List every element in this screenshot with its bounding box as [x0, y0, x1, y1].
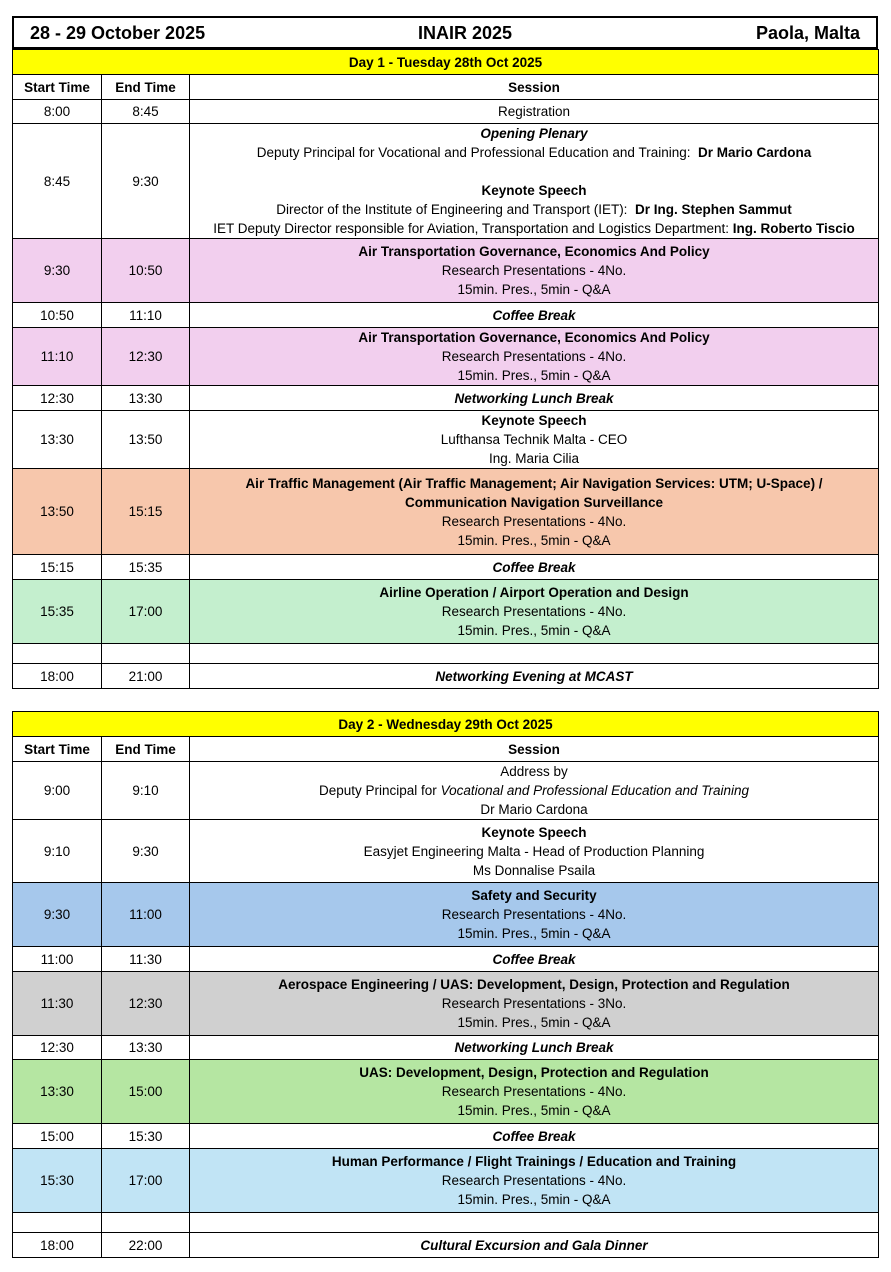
session-header: Session — [190, 737, 879, 762]
speaker-role: Deputy Principal for — [318, 783, 437, 798]
end-time: 15:15 — [102, 469, 190, 555]
session-title: Air Transportation Governance, Economics And Policy — [358, 330, 710, 345]
end-time: 21:00 — [102, 664, 190, 689]
column-header-row — [13, 75, 879, 100]
session-header: Session — [190, 75, 879, 100]
session-detail: Ms Donnalise Psaila — [472, 862, 596, 878]
end-time: 15:00 — [102, 1060, 190, 1124]
session-cell: Networking Evening at MCAST — [190, 664, 879, 689]
start-time: 15:35 — [13, 580, 102, 644]
session-cell: Networking Lunch Break — [190, 1036, 879, 1060]
session-cell — [190, 644, 879, 664]
table-row — [13, 820, 879, 883]
start-time: 15:00 — [13, 1124, 102, 1149]
start-time: 9:30 — [13, 883, 102, 947]
session-title: Keynote Speech — [481, 183, 587, 198]
session-cell — [190, 124, 879, 239]
session-cell — [190, 469, 879, 555]
speaker-line — [190, 200, 878, 219]
end-time — [102, 1213, 190, 1233]
speaker-role-detail: Vocational and Professional Education and Training — [440, 783, 750, 798]
end-time: 12:30 — [102, 328, 190, 386]
start-time: 11:30 — [13, 972, 102, 1036]
speaker-role: Director of the Institute of Engineering and Transport (IET): — [276, 202, 628, 217]
table-row — [13, 1124, 879, 1149]
end-time: 11:00 — [102, 883, 190, 947]
table-row — [13, 947, 879, 972]
table-row — [13, 411, 879, 469]
end-time: 17:00 — [102, 1149, 190, 1213]
session-cell: Coffee Break — [190, 303, 879, 328]
session-title: Communication Navigation Surveillance — [404, 494, 664, 510]
session-title: Opening Plenary — [480, 126, 588, 141]
end-time: 13:50 — [102, 411, 190, 469]
start-time: 9:10 — [13, 820, 102, 883]
end-time: 13:30 — [102, 1036, 190, 1060]
session-title: Keynote Speech — [481, 824, 587, 840]
session-cell: Networking Lunch Break — [190, 386, 879, 411]
table-row — [13, 100, 879, 124]
speaker-line — [190, 143, 878, 162]
table-row — [13, 239, 879, 303]
table-row — [13, 1036, 879, 1060]
start-time: 9:00 — [13, 762, 102, 820]
end-time: 9:30 — [102, 820, 190, 883]
end-time-header: End Time — [102, 737, 190, 762]
table-row — [13, 1213, 879, 1233]
start-time: 12:30 — [13, 1036, 102, 1060]
start-time: 8:00 — [13, 100, 102, 124]
table-row — [13, 1060, 879, 1124]
schedule-header — [12, 16, 878, 49]
session-cell — [190, 883, 879, 947]
session-detail: Research Presentations - 4No. — [441, 604, 627, 619]
end-time — [102, 644, 190, 664]
end-time-header: End Time — [102, 75, 190, 100]
session-detail: 15min. Pres., 5min - Q&A — [457, 532, 611, 548]
end-time: 13:30 — [102, 386, 190, 411]
end-time: 9:10 — [102, 762, 190, 820]
session-cell — [190, 239, 879, 303]
table-row — [13, 972, 879, 1036]
session-cell — [190, 1149, 879, 1213]
table-row — [13, 883, 879, 947]
day2-title: Day 2 - Wednesday 29th Oct 2025 — [13, 712, 879, 737]
session-title: Human Performance / Flight Trainings / Education and Training — [331, 1154, 737, 1169]
session-cell — [190, 580, 879, 644]
start-time: 12:30 — [13, 386, 102, 411]
session-cell: Coffee Break — [190, 947, 879, 972]
session-cell — [190, 972, 879, 1036]
start-time: 10:50 — [13, 303, 102, 328]
table-row — [13, 469, 879, 555]
session-cell: Coffee Break — [190, 1124, 879, 1149]
table-row — [13, 303, 879, 328]
session-title: Address by — [500, 764, 568, 779]
session-detail: Ing. Maria Cilia — [488, 451, 580, 466]
end-time: 15:30 — [102, 1124, 190, 1149]
start-time-header: Start Time — [13, 737, 102, 762]
session-detail: Easyjet Engineering Malta - Head of Production Planning — [363, 843, 705, 859]
session-title: Safety and Security — [471, 888, 597, 903]
start-time: 15:30 — [13, 1149, 102, 1213]
start-time — [13, 1213, 102, 1233]
end-time: 9:30 — [102, 124, 190, 239]
table-row — [13, 1149, 879, 1213]
end-time: 10:50 — [102, 239, 190, 303]
session-detail: Research Presentations - 4No. — [441, 349, 627, 364]
session-cell: Coffee Break — [190, 555, 879, 580]
start-time — [13, 644, 102, 664]
start-time: 18:00 — [13, 664, 102, 689]
table-row — [13, 328, 879, 386]
speaker-role: IET Deputy Director responsible for Aviation, Transportation and Logistics Department: — [213, 221, 729, 236]
day1-title: Day 1 - Tuesday 28th Oct 2025 — [13, 50, 879, 75]
session-cell — [190, 100, 879, 124]
session-title: Keynote Speech — [481, 413, 587, 428]
session-detail: 15min. Pres., 5min - Q&A — [457, 926, 611, 941]
table-row — [13, 555, 879, 580]
table-row — [13, 1233, 879, 1258]
session-detail: 15min. Pres., 5min - Q&A — [457, 1192, 611, 1207]
session-title: Air Transportation Governance, Economics And Policy — [358, 244, 710, 259]
table-row — [13, 762, 879, 820]
start-time: 13:30 — [13, 1060, 102, 1124]
day1-schedule-table — [12, 49, 879, 689]
end-time: 12:30 — [102, 972, 190, 1036]
day2-schedule-table — [12, 711, 879, 1258]
table-row — [13, 644, 879, 664]
session-cell — [190, 820, 879, 883]
end-time: 22:00 — [102, 1233, 190, 1258]
session-cell — [190, 411, 879, 469]
session-title: Air Traffic Management (Air Traffic Management; Air Navigation Services: UTM; U-Space) / — [245, 475, 823, 491]
session-title: UAS: Development, Design, Protection and Regulation — [359, 1065, 709, 1080]
session-detail: 15min. Pres., 5min - Q&A — [457, 1015, 611, 1030]
start-time: 15:15 — [13, 555, 102, 580]
session-detail: Lufthansa Technik Malta - CEO — [440, 432, 628, 447]
speaker-name: Dr Mario Cardona — [480, 802, 588, 817]
session-cell — [190, 328, 879, 386]
table-row — [13, 124, 879, 239]
session-detail: Research Presentations - 4No. — [441, 1084, 627, 1099]
session-detail: Research Presentations - 4No. — [441, 513, 627, 529]
start-time: 18:00 — [13, 1233, 102, 1258]
session-title: Aerospace Engineering / UAS: Development, Design, Protection and Regulation — [278, 977, 790, 992]
table-row — [13, 580, 879, 644]
spacer — [190, 162, 878, 181]
session-cell — [190, 1213, 879, 1233]
end-time: 8:45 — [102, 100, 190, 124]
session-detail: 15min. Pres., 5min - Q&A — [457, 1103, 611, 1118]
end-time: 17:00 — [102, 580, 190, 644]
end-time: 11:10 — [102, 303, 190, 328]
session-detail: 15min. Pres., 5min - Q&A — [457, 623, 611, 638]
start-time: 9:30 — [13, 239, 102, 303]
speaker-name: Dr Ing. Stephen Sammut — [634, 202, 792, 217]
start-time: 8:45 — [13, 124, 102, 239]
session-detail: 15min. Pres., 5min - Q&A — [457, 282, 611, 297]
session-title: Registration — [497, 104, 571, 119]
start-time: 13:50 — [13, 469, 102, 555]
speaker-name: Ing. Roberto Tiscio — [732, 221, 855, 236]
table-row — [13, 386, 879, 411]
session-title: Airline Operation / Airport Operation and Design — [379, 585, 689, 600]
session-detail: Research Presentations - 4No. — [441, 1173, 627, 1188]
start-time: 13:30 — [13, 411, 102, 469]
end-time: 11:30 — [102, 947, 190, 972]
speaker-line — [190, 219, 878, 238]
event-title: INAIR 2025 — [418, 23, 513, 43]
session-cell — [190, 1060, 879, 1124]
event-location: Paola, Malta — [755, 23, 860, 43]
start-time: 11:00 — [13, 947, 102, 972]
session-detail: Research Presentations - 4No. — [441, 263, 627, 278]
column-header-row — [13, 737, 879, 762]
speaker-role: Deputy Principal for Vocational and Professional Education and Training: — [256, 145, 691, 160]
session-cell — [190, 762, 879, 820]
event-dates: 28 - 29 October 2025 — [30, 23, 206, 43]
session-cell: Cultural Excursion and Gala Dinner — [190, 1233, 879, 1258]
end-time: 15:35 — [102, 555, 190, 580]
speaker-line — [190, 781, 878, 800]
session-detail: Research Presentations - 4No. — [441, 907, 627, 922]
speaker-name: Dr Mario Cardona — [698, 145, 812, 160]
start-time: 11:10 — [13, 328, 102, 386]
start-time-header: Start Time — [13, 75, 102, 100]
table-row — [13, 664, 879, 689]
session-detail: Research Presentations - 3No. — [441, 996, 627, 1011]
session-detail: 15min. Pres., 5min - Q&A — [457, 368, 611, 383]
